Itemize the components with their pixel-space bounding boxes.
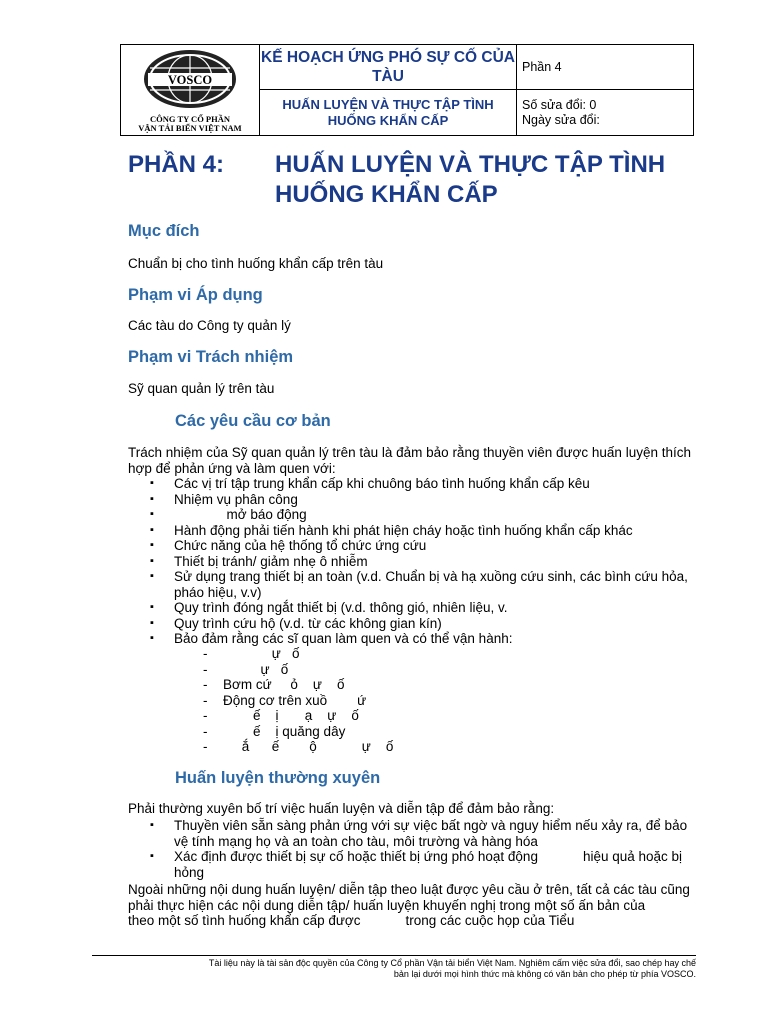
list-item: ▪ Quy trình đóng ngắt thiết bị (v.d. thông gió, nhiên liệu, v. bbox=[128, 600, 696, 616]
basic-requirements-list bbox=[128, 476, 696, 647]
list-item: ▪ Các vị trí tập trung khẩn cấp khi chuông báo tình huống khẩn cấp kêu bbox=[128, 476, 696, 492]
list-item: ▪ Xác định được thiết bị sự cố hoặc thiết bị ứng phó hoạt động hiệu quả hoặc bị hỏng bbox=[128, 849, 696, 880]
footer-line-1: Tài liệu này là tài sản độc quyền của Công ty Cổ phần Vận tải biển Việt Nam. Nghiêm cấm việc sửa đổi, sao chép hay chế bbox=[208, 958, 696, 968]
list-item: - Bơm cứ ỏ ự ố bbox=[203, 677, 683, 693]
regular-training-intro: Phải thường xuyên bố trí việc huấn luyện và diễn tập để đảm bảo rằng: bbox=[128, 801, 555, 816]
purpose-heading: Mục đích bbox=[128, 222, 200, 240]
revision-date: Ngày sửa đổi: bbox=[522, 112, 600, 127]
list-item: ▪ Bảo đảm rằng các sĩ quan làm quen và có thể vận hành: bbox=[128, 631, 696, 647]
footer-line-2: bản lại dưới mọi hình thức mà không có văn bản cho phép từ phía VOSCO. bbox=[393, 969, 696, 979]
basic-requirements-heading: Các yêu cầu cơ bản bbox=[175, 412, 331, 430]
regular-training-closing: Ngoài những nội dung huấn luyện/ diễn tập theo luật được yêu cầu ở trên, tất cả các tàu cũng phải thực hiện các nội dung diễn tập/ huấn luyện khuyến nghị trong một số ấn bản của theo một số tình huống khẩn cấp được trong các cuộc họp của Tiểu bbox=[128, 882, 694, 928]
footer-divider bbox=[92, 955, 696, 956]
footer bbox=[92, 958, 696, 980]
page-title-text: HUẤN LUYỆN VÀ THỰC TẬP TÌNH HUỐNG KHẨN CẤP bbox=[275, 151, 666, 208]
responsibility-text: Sỹ quan quản lý trên tàu bbox=[128, 381, 275, 396]
list-item: ▪ Thuyền viên sẵn sàng phản ứng với sự việc bất ngờ và nguy hiểm nếu xảy ra, để bảo vệ tính mạng họ và an toàn cho tàu, môi trường và hàng hóa bbox=[128, 818, 696, 849]
main-title: KẾ HOẠCH ỨNG PHÓ SỰ CỐ CỦA TÀU bbox=[260, 45, 517, 90]
scope-heading: Phạm vi Áp dụng bbox=[128, 286, 263, 304]
part-number: Phần 4 bbox=[517, 45, 694, 90]
company-name-line2: VẬN TẢI BIỂN VIỆT NAM bbox=[138, 122, 242, 133]
regular-training-list bbox=[128, 818, 696, 880]
list-item: ▪ mở báo động bbox=[128, 507, 696, 523]
page-title-number: PHẦN 4: bbox=[128, 151, 225, 178]
company-name-line1: CÔNG TY CỔ PHẦN bbox=[149, 113, 231, 124]
list-item: - ự ố bbox=[203, 662, 683, 678]
purpose-text: Chuẩn bị cho tình huống khẩn cấp trên tàu bbox=[128, 256, 384, 271]
list-item: - Động cơ trên xuồ ứ bbox=[203, 693, 683, 709]
list-item: - ự ố bbox=[203, 646, 683, 662]
list-item: ▪ Quy trình cứu hộ (v.d. từ các không gian kín) bbox=[128, 616, 696, 632]
list-item: ▪ Sử dụng trang thiết bị an toàn (v.d. Chuẩn bị và hạ xuồng cứu sinh, các bình cứu hỏa, pháo hiệu, v.v) bbox=[128, 569, 696, 600]
responsibility-heading: Phạm vi Trách nhiệm bbox=[128, 348, 294, 366]
list-item: ▪ Chức năng của hệ thống tổ chức ứng cứu bbox=[128, 538, 696, 554]
list-item: - ắ ế ộ ự ố bbox=[203, 739, 683, 755]
list-item: - ế ị ạ ự ố bbox=[203, 708, 683, 724]
section-title: HUẤN LUYỆN VÀ THỰC TẬP TÌNH HUỐNG KHẨN CẤP bbox=[260, 90, 517, 136]
list-item: ▪ Hành động phải tiến hành khi phát hiện cháy hoặc tình huống khẩn cấp khác bbox=[128, 523, 696, 539]
list-item: ▪ Thiết bị tránh/ giảm nhẹ ô nhiễm bbox=[128, 554, 696, 570]
list-item: - ế ị quăng dây bbox=[203, 724, 683, 740]
equipment-list bbox=[203, 646, 683, 755]
logo-cell bbox=[121, 45, 260, 136]
revision-number: Số sửa đổi: 0 bbox=[522, 97, 597, 112]
document-header bbox=[120, 44, 694, 136]
logo-text: VOSCO bbox=[167, 72, 213, 87]
scope-text: Các tàu do Công ty quản lý bbox=[128, 318, 291, 333]
list-item: ▪ Nhiệm vụ phân công bbox=[128, 492, 696, 508]
basic-requirements-intro: Trách nhiệm của Sỹ quan quản lý trên tàu là đảm bảo rằng thuyền viên được huấn luyện thích hợp để phản ứng và làm quen với: bbox=[128, 445, 691, 476]
regular-training-heading: Huấn luyện thường xuyên bbox=[175, 769, 381, 787]
vosco-logo bbox=[142, 48, 238, 110]
revision-info bbox=[517, 90, 694, 136]
